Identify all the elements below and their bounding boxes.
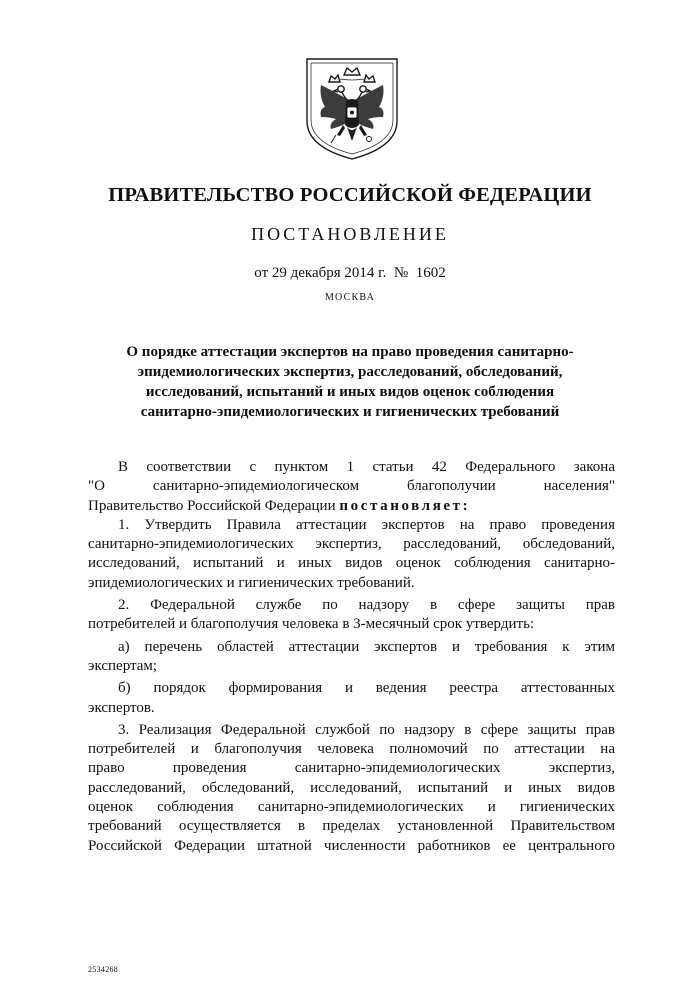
item3-line: потребителей и благополучия человека полномочий по аттестации на bbox=[88, 741, 615, 758]
subject-line: эпидемиологических экспертиз, расследований, обследований, bbox=[137, 364, 563, 380]
state-emblem bbox=[303, 55, 401, 163]
decree-word: постановляет: bbox=[339, 497, 471, 514]
item3-line: расследований, обследований, исследований, испытаний и иных видов bbox=[88, 779, 615, 796]
item1-line: 1. Утвердить Правила аттестации экспертов на право проведения bbox=[118, 516, 615, 533]
preamble-line: "О санитарно-эпидемиологическом благополучии населения" bbox=[88, 478, 615, 495]
item3-line: оценок соблюдения санитарно-эпидемиологических и гигиенических bbox=[88, 799, 615, 816]
item1-line: санитарно-эпидемиологических экспертиз, расследований, обследований, bbox=[88, 536, 615, 553]
preamble-line: Правительство Российской Федерации bbox=[88, 497, 336, 514]
item2b-line: б) порядок формирования и ведения реестра аттестованных bbox=[118, 680, 615, 697]
subject-line: О порядке аттестации экспертов на право проведения санитарно- bbox=[126, 344, 574, 360]
item2b-line: экспертов. bbox=[88, 699, 155, 716]
item3-line: требований осуществляется в пределах установленной Правительством bbox=[88, 818, 615, 835]
subject-line: санитарно-эпидемиологических и гигиенических требований bbox=[140, 404, 560, 420]
preamble-decree-line bbox=[88, 497, 615, 516]
preamble-line: В соответствии с пунктом 1 статьи 42 Федерального закона bbox=[118, 459, 615, 475]
document-subject bbox=[86, 342, 614, 422]
item2a-line: а) перечень областей аттестации экспертов и требования к этим bbox=[118, 638, 615, 655]
item1-line: исследований, испытаний и иных видов оценок соблюдения санитарно- bbox=[88, 555, 615, 572]
item3-line: 3. Реализация Федеральной службой по надзору в сфере защиты прав bbox=[118, 721, 615, 738]
document-body bbox=[88, 458, 615, 856]
item1-line: эпидемиологических и гигиенических требований. bbox=[88, 574, 415, 591]
item2-line: 2. Федеральной службе по надзору в сфере защиты прав bbox=[118, 597, 615, 614]
item3-line: право проведения санитарно-эпидемиологических экспертиз, bbox=[88, 760, 615, 777]
date-and-number: от 29 декабря 2014 г. № 1602 bbox=[254, 265, 446, 281]
item2a-line: экспертам; bbox=[88, 657, 158, 674]
item3-line: Российской Федерации штатной численности работников ее центрального bbox=[88, 837, 615, 854]
russian-coat-of-arms-icon bbox=[303, 55, 401, 163]
city-name: МОСКВА bbox=[324, 292, 376, 303]
subject-line: исследований, испытаний и иных видов оценок соблюдения bbox=[145, 384, 555, 400]
item2-line: потребителей и благополучия человека в 3-месячный срок утвердить: bbox=[88, 616, 535, 633]
document-code: 2534268 bbox=[88, 965, 119, 974]
government-title: ПРАВИТЕЛЬСТВО РОССИЙСКОЙ ФЕДЕРАЦИИ bbox=[108, 184, 592, 206]
document-type: ПОСТАНОВЛЕНИЕ bbox=[251, 224, 449, 244]
